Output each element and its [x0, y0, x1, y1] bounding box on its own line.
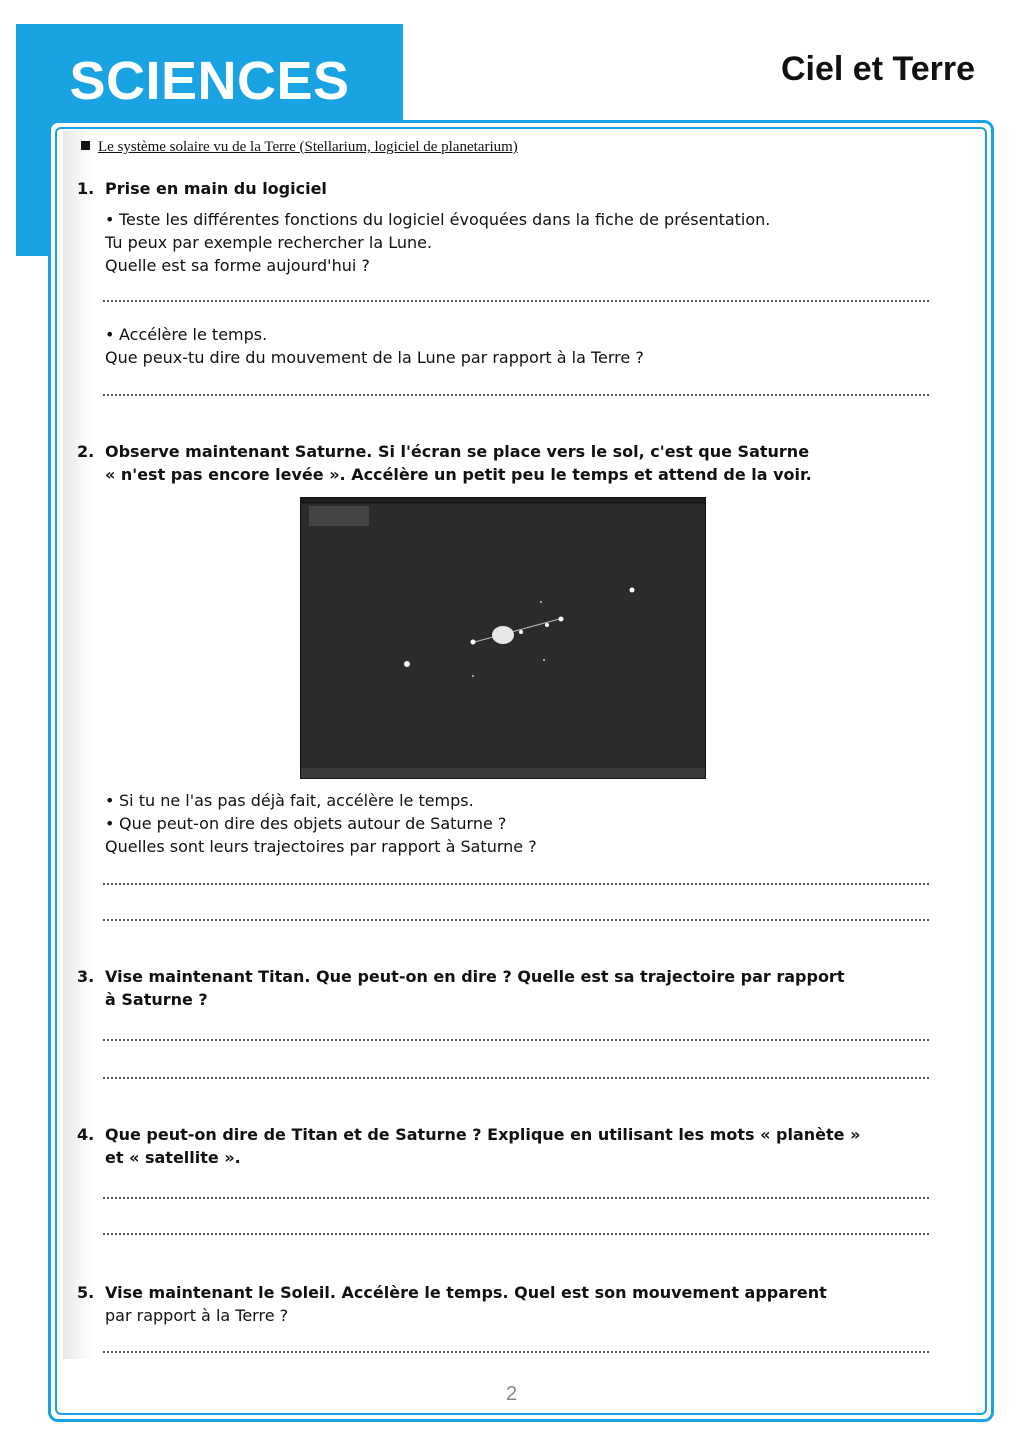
info-panel [309, 506, 369, 526]
question-number: 3. [77, 967, 95, 986]
answer-line[interactable] [103, 300, 929, 302]
answer-line[interactable] [103, 1197, 929, 1199]
question-4 [77, 1123, 941, 1169]
question-number: 5. [77, 1283, 95, 1302]
text-line: Quelles sont leurs trajectoires par rapport à Saturne ? [105, 837, 537, 856]
text-line: Que peux-tu dire du mouvement de la Lune par rapport à la Terre ? [105, 348, 644, 367]
bullet-item: • Teste les différentes fonctions du logiciel évoquées dans la fiche de présentation. [105, 210, 771, 229]
question-title: à Saturne ? [105, 990, 208, 1009]
moon-orbit-line [471, 618, 563, 643]
square-bullet-icon [81, 141, 90, 150]
stellarium-screenshot [300, 497, 706, 779]
answer-line[interactable] [103, 883, 929, 885]
moon-dot [404, 661, 410, 667]
answer-line[interactable] [103, 1039, 929, 1041]
question-title: Prise en main du logiciel [105, 179, 327, 198]
question-number: 2. [77, 442, 95, 461]
question-title: Vise maintenant Titan. Que peut-on en dire ? Quelle est sa trajectoire par rapport [105, 967, 845, 986]
answer-line[interactable] [103, 919, 929, 921]
intro-line [81, 139, 518, 156]
text-line: Quelle est sa forme aujourd'hui ? [105, 256, 370, 275]
question-title: Que peut-on dire de Titan et de Saturne ? Explique en utilisant les mots « planète » [105, 1125, 861, 1144]
question-title: et « satellite ». [105, 1148, 241, 1167]
star-dot [540, 601, 542, 603]
bullet-text: Accélère le temps. [119, 325, 268, 344]
star-dot [543, 659, 545, 661]
question-title: Observe maintenant Saturne. Si l'écran se place vers le sol, c'est que Saturne [105, 442, 810, 461]
question-title: « n'est pas encore levée ». Accélère un petit peu le temps et attend de la voir. [105, 465, 812, 484]
question-title: par rapport à la Terre ? [105, 1306, 289, 1325]
star-dot [472, 675, 474, 677]
question-1-part-2 [77, 323, 941, 369]
bullet-text: Si tu ne l'as pas déjà fait, accélère le temps. [119, 791, 474, 810]
intro-text: Le système solaire vu de la Terre (Stellarium, logiciel de planetarium) [98, 139, 518, 155]
bullet-text: Que peut-on dire des objets autour de Saturne ? [119, 814, 507, 833]
question-1 [77, 177, 941, 277]
answer-line[interactable] [103, 1351, 929, 1353]
question-5 [77, 1281, 941, 1327]
banner-label: SCIENCES [69, 51, 350, 111]
question-number: 1. [77, 179, 95, 198]
moon-dot [471, 640, 476, 645]
question-title: Vise maintenant le Soleil. Accélère le temps. Quel est son mouvement apparent [105, 1283, 827, 1302]
worksheet-scan [63, 131, 981, 1359]
moon-dot [630, 588, 635, 593]
moon-dot [559, 617, 564, 622]
question-2 [77, 440, 941, 486]
answer-line[interactable] [103, 394, 929, 396]
saturn-planet [492, 626, 514, 644]
page-title: Ciel et Terre [780, 50, 975, 88]
question-3 [77, 965, 941, 1011]
question-2-part-2 [77, 789, 941, 858]
answer-line[interactable] [103, 1077, 929, 1079]
moon-dot [545, 623, 549, 627]
bullet-item: • Si tu ne l'as pas déjà fait, accélère le temps. [105, 791, 474, 810]
bullet-text: Teste les différentes fonctions du logiciel évoquées dans la fiche de présentation. [119, 210, 771, 229]
moon-dot [519, 630, 523, 634]
bullet-item: • Accélère le temps. [105, 325, 268, 344]
question-number: 4. [77, 1125, 95, 1144]
saturn-sky-image [301, 498, 705, 778]
bullet-item: • Que peut-on dire des objets autour de Saturne ? [105, 814, 507, 833]
text-line: Tu peux par exemple rechercher la Lune. [105, 233, 433, 252]
screenshot-statusbar [301, 768, 705, 778]
answer-line[interactable] [103, 1233, 929, 1235]
page-number: 2 [505, 1383, 518, 1405]
